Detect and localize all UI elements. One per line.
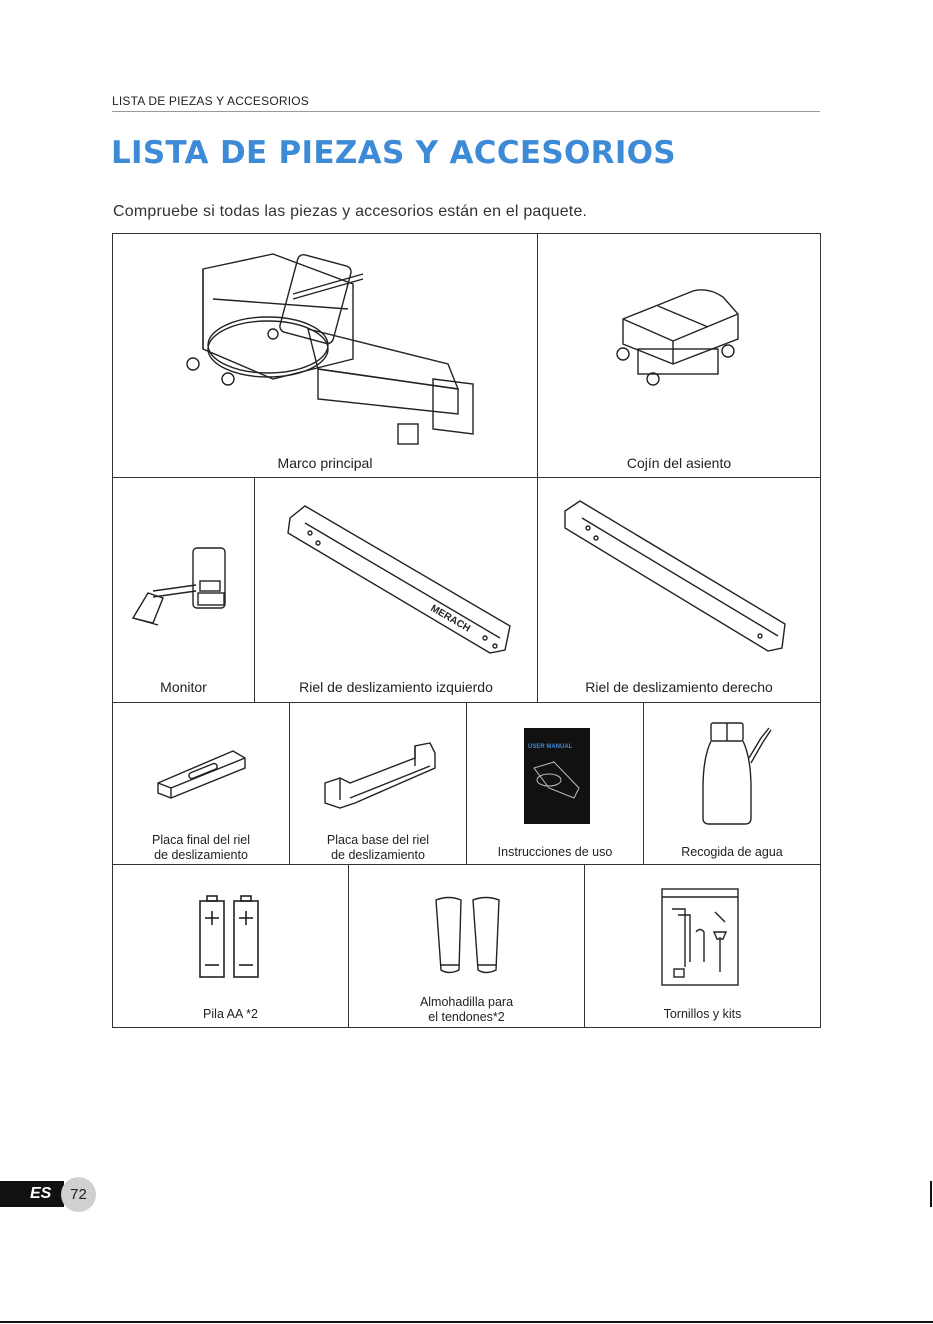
part-right-slide-rail [537,477,821,703]
part-rail-base-plate [289,702,467,865]
caption-cojin: Cojín del asiento [626,455,732,471]
caption-riel-izq: Riel de deslizamiento izquierdo [299,679,493,695]
part-user-manual [466,702,644,865]
caption-placa-base-2: de deslizamiento [331,848,425,862]
bottom-rule [0,1321,933,1323]
page-number: 72 [61,1177,96,1212]
end-plate-illustration [153,743,253,803]
part-left-slide-rail [254,477,538,703]
tendon-pads-illustration [431,895,511,980]
part-tendon-pads [348,864,585,1028]
caption-instrucciones: Instrucciones de uso [497,845,613,859]
part-monitor [112,477,255,703]
caption-placa-final-1: Placa final del riel [152,833,250,847]
caption-monitor: Monitor [160,679,207,695]
caption-marco: Marco principal [277,455,373,471]
part-main-frame [112,233,538,478]
part-water-collector [643,702,821,865]
screws-kit-illustration [660,887,740,987]
caption-riel-der: Riel de deslizamiento derecho [585,679,773,695]
manual-cover [524,728,590,824]
monitor-illustration [128,543,238,633]
caption-recogida: Recogida de agua [681,845,783,859]
caption-placa-final-2: de deslizamiento [154,848,248,862]
page-title: LISTA DE PIEZAS Y ACCESORIOS [111,135,676,171]
part-rail-end-plate [112,702,290,865]
caption-almohadilla-1: Almohadilla para [419,995,514,1009]
seat-cushion-illustration [613,279,753,399]
left-rail-illustration [280,498,520,658]
running-header: LISTA DE PIEZAS Y ACCESORIOS [112,94,820,112]
battery-icon [196,893,266,983]
caption-placa-base-1: Placa base del riel [326,833,430,847]
language-tab: ES [0,1181,64,1207]
edge-marker [930,1181,932,1207]
part-screws-kit [584,864,821,1028]
rail-brand-text: MERACH [428,603,473,635]
caption-tornillos: Tornillos y kits [663,1007,742,1021]
water-collector-illustration [699,718,779,828]
manual-cover-image [529,758,585,803]
part-seat-cushion [537,233,821,478]
caption-almohadilla-2: el tendones*2 [428,1010,505,1024]
intro-text: Compruebe si todas las piezas y accesorios están en el paquete. [113,203,588,220]
part-aa-batteries [112,864,349,1028]
manual-cover-title: USER MANUAL [528,744,573,750]
caption-pila: Pila AA *2 [203,1007,258,1021]
right-rail-illustration [560,496,800,656]
base-plate-illustration [320,738,440,813]
main-frame-illustration [178,239,478,454]
